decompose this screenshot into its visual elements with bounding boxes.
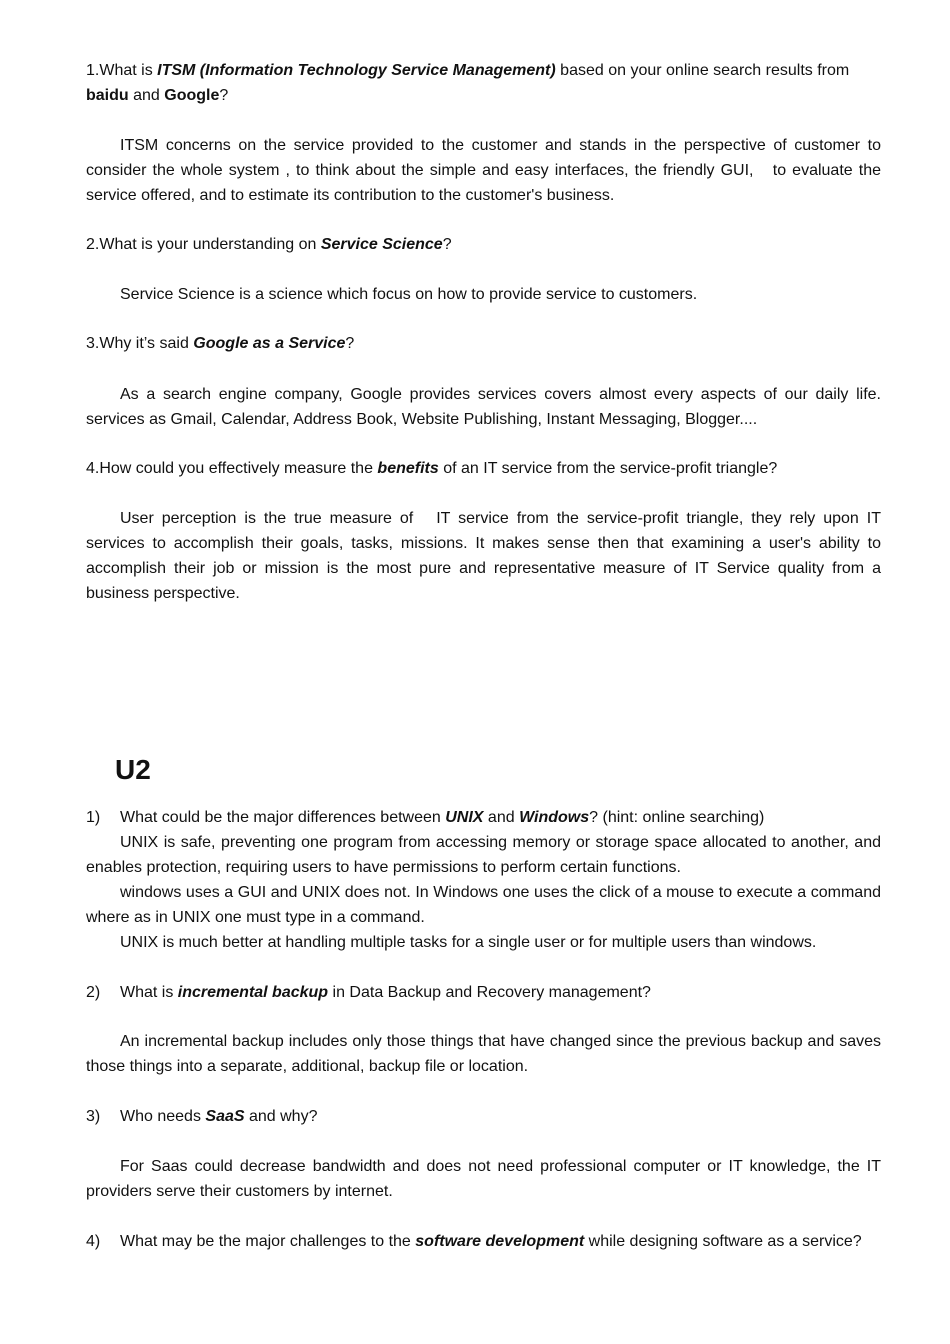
list-item-3-number: 3) [86,1108,101,1125]
answer-3: As a search engine company, Google provides services covers almost every aspects of our daily life. services as Gmail, Calendar, Address Book, Website Publishing, Instant Messaging, Blogger.... [86,386,881,428]
question-4 [86,456,881,481]
list-item-1-paragraph-1: UNIX is safe, preventing one program from accessing memory or storage space allocated to another, and enables protection, requiring users to have permissions to perform certain functions. [86,834,881,876]
list-item-3-term: SaaS [205,1108,245,1125]
list-item-4 [86,1229,881,1254]
list-item-1-term-unix: UNIX [445,809,484,826]
list-item-1-paragraph-3: UNIX is much better at handling multiple tasks for a single user or for multiple users than windows. [120,934,817,951]
list-item-4-question [120,1229,881,1254]
list-item-2-prefix: What is [120,984,178,1001]
list-item-1-paragraph-2: windows uses a GUI and UNIX does not. In Windows one uses the click of a mouse to execute a command where as in UNIX one must type in a command. [86,884,881,926]
question-1-and: and [128,87,165,104]
answer-1: ITSM concerns on the service provided to the customer and stands in the perspective of customer to consider the whole system , to think about the simple and easy interfaces, the friendly GUI, to evaluate the service offered, and to estimate its contribution to the customer's business. [86,137,881,204]
list-item-4-number: 4) [86,1233,101,1250]
list-item-2 [86,980,881,1005]
list-item-3-suffix: and why? [244,1108,318,1125]
section-heading-u2: U2 [115,754,151,785]
list-item-4-prefix: What may be the major challenges to the [120,1233,416,1250]
question-3-suffix: ? [345,335,355,352]
question-4-suffix: of an IT service from the service-profit triangle? [438,460,778,477]
list-item-2-answer: An incremental backup includes only those things that have changed since the previous backup and saves those things into a separate, additional, backup file or location. [86,1033,881,1075]
list-item-1-and: and [483,809,520,826]
question-2-term: Service Science [320,236,443,253]
answer-4: User perception is the true measure of IT service from the service-profit triangle, they rely upon IT services to accomplish their goals, tasks, missions. It makes sense then that examining a user's ability to accomplish their job or mission is the most pure and representative measure of IT Service quality from a business perspective. [86,510,881,602]
list-item-1-term-windows: Windows [519,809,590,826]
list-item-1-suffix: ? (hint: online searching) [589,809,765,826]
question-2-suffix: ? [442,236,452,253]
list-item-3-question [120,1104,881,1129]
list-item-2-term: incremental backup [177,984,329,1001]
list-item-1 [86,805,881,830]
question-1-source-google: Google [164,87,220,104]
question-4-term: benefits [377,460,439,477]
question-2-prefix: 2.What is your understanding on [86,236,321,253]
question-3 [86,331,881,356]
question-2 [86,232,881,257]
question-3-prefix: 3.Why it’s said [86,335,194,352]
list-item-1-question [120,805,881,830]
question-1-term: ITSM (Information Technology Service Management) [157,62,556,79]
list-item-3-prefix: Who needs [120,1108,206,1125]
list-item-1-prefix: What could be the major differences between [120,809,446,826]
list-item-4-suffix: while designing software as a service? [584,1233,862,1250]
question-1-middle: based on your online search results from [555,62,850,79]
question-4-prefix: 4.How could you effectively measure the [86,460,378,477]
list-item-2-number: 2) [86,984,101,1001]
list-item-3-answer: For Saas could decrease bandwidth and does not need professional computer or IT knowledge, the IT providers serve their customers by internet. [86,1158,881,1200]
list-item-1-number: 1) [86,809,101,826]
question-1-prefix: 1.What is [86,62,158,79]
question-3-term: Google as a Service [193,335,346,352]
list-item-4-term: software development [415,1233,585,1250]
question-1 [86,58,881,108]
list-item-2-suffix: in Data Backup and Recovery management? [328,984,651,1001]
list-item-3 [86,1104,881,1129]
answer-2: Service Science is a science which focus on how to provide service to customers. [120,286,698,303]
question-1-source-baidu: baidu [86,87,129,104]
list-item-2-question [120,980,881,1005]
question-1-suffix: ? [219,87,229,104]
